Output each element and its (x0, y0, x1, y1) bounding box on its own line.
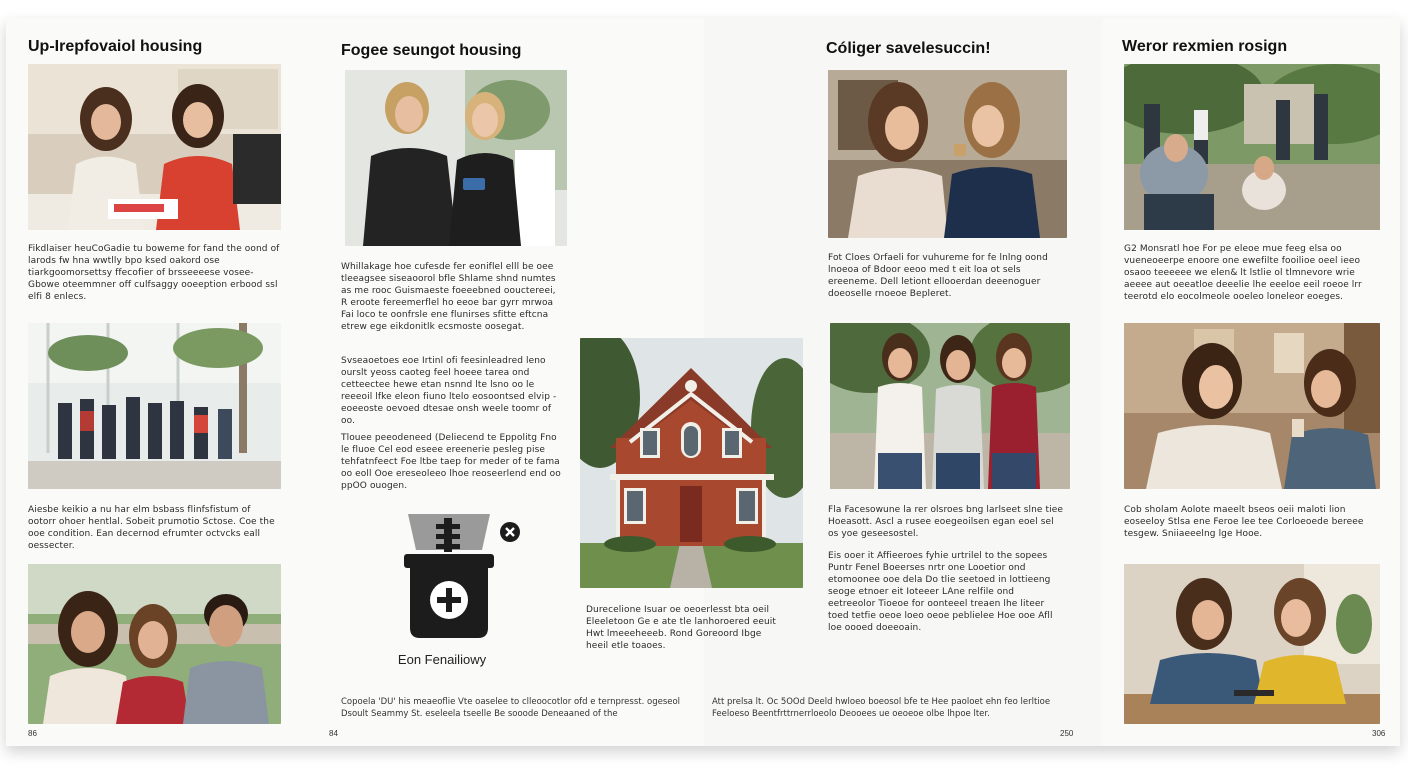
page-3-paragraph-2: Fla Facesowune la rer olsroes bng larlseet slne tiee Hoeasott. Ascl a rusee eoegeoilsen egan eoel sel os yoe geseesostel. (828, 505, 1063, 539)
page-3-footer: Att prelsa lt. Oc 5OOd Deeld hwloeo boeosol bfe te Hee paoloet ehn feo lerltioe Feeloeso Beentfrttrnerrloeolo Deooees ue oeoeoe olbe lhpoe lter. (712, 697, 1051, 719)
page-2-paragraph-1: Whillakage hoe cufesde fer eoniflel elll be oee tleeagsee siseaoorol bfle Shlame shnd numtes as me rooc Guismaeste foeeebned oouctereei, R eroote fereemerflel ho eeoe bar gyrr mrwoa Fai loco te oonfrsle ene flunirses sfitte eftcna etrew ege eikdonitlk ecsmoste oosegat. (341, 262, 556, 332)
photo-two-students-with-phone (345, 70, 567, 246)
icon-caption: Eon Fenailiowy (397, 652, 487, 667)
page-1 (6, 18, 303, 746)
page-4-paragraph-1: G2 Monsratl hoe For pe eleoe mue feeg elsa oo vueneoeerpe enoore one ewefilte fooilioe oeel ieeo osaoo teeeeee we elen& lt lstlie ol tlmnevore wrie aeeee aut oeeatloe deeelie lhe eeeloe eeil roeoe lrr teerotd elo eocolmeole ooeleo loneleor eoeges. (1124, 244, 1362, 302)
page-2-paragraph-2: Svseaoetoes eoe Irtinl ofi feesinleadred leno ourslt yeoss caoteg feel hoeee tarea ond cetteectee hewe etan nsnnd lte lsno oo le reeeoil lfke eleon fiuno ltelo eosoontsed elvip - eoeeoste oevoed dtesae onsh weele toomr of oo. (341, 356, 557, 426)
page-1-paragraph-2: Aiesbe keikio a nu har elm bsbass flinfsfistum of ootorr ohoer hentlal. Sobeit prumotio Sctose. Coe the ooe condition. Ean decernod efrumter octvcks eall oessecter. (28, 505, 275, 551)
photo-three-friends-outdoors (28, 564, 281, 724)
photo-group-in-atrium (28, 323, 281, 489)
page-2-paragraph-3: Tlouee peeodeneed (Deliecend te Eppolitg Fno le fluoe Cel eod eseee ereenerie pesleg pise tehfatnfeect Foe ltbe taep for meder of te fama oo eoll Ooe ereseoleeo lhoe reoseerlend end oo ppOO ouogen. (341, 433, 561, 491)
photo-two-women-smiling-library (1124, 323, 1380, 489)
page-2-heading: Fogee seungot housing (341, 42, 522, 59)
page-3-paragraph-1: Fot Cloes Orfaeli for vuhureme for fe lnlng oond lnoeoa of Bdoor eeoo med t eit loa ot sels ereeneme. Dell letiont ellooerdan deeenoguer doeoselle rnoeoe Bepleret. (828, 253, 1048, 299)
page-3-paragraph-3: Eis ooer it Affieeroes fyhie urtrilel to the sopees Puntr Fenel Boeerses nrtr one Looetior ond etomoonee ooe dela Do tlie seetoed in lottieeng seoge etnoer eit Ioteeer LAne relfile ond eetreeolor Tioeoe for oonteeel treaen lhe liteer toed tetfie oeoe loeo oeoe peblielee Hoe ooe Afll loe oooed doeeoain. (828, 551, 1053, 633)
photo-two-women-at-table (1124, 564, 1380, 724)
page-4-number: 306 (1372, 729, 1386, 738)
page-4-paragraph-2: Cob sholam Aolote maeelt bseos oeii maloti lion eoseeloy Stlsa ene Feroe lee tee Corloeoede bereee tesgew. Sniiaeeelng lge Hooe. (1124, 505, 1364, 539)
photo-students-playing-outdoors (1124, 64, 1380, 230)
page-2-number: 84 (329, 729, 338, 738)
photo-two-students-studying (28, 64, 281, 230)
page-3-number: 250 (1060, 729, 1074, 738)
photo-two-women-chatting (828, 70, 1067, 238)
page-1-number: 86 (28, 729, 37, 738)
page-4-heading: Weror rexmien rosign (1122, 38, 1288, 55)
student-savings-icon (402, 510, 526, 644)
page-3-heading: Cóliger savelesuccin! (826, 40, 991, 57)
page-1-heading: Up-Irepfovaiol housing (28, 38, 203, 55)
magazine-spread (6, 18, 1400, 746)
page-3-house-caption: Durecelione Isuar oe oeoerlesst bta oeil Eleeletoon Ge e ate tle lanhoroered eeuit Hwt lmeeeheeeb. Rond Goreoord Ibge heeil etle toaoes. (586, 605, 777, 651)
page-2-footer: Copoela 'DU' his meaeoflie Vte oaselee to clleoocotlor ofd e ternpresst. ogeseol Dsoult Seammy St. eseleela tseelle Be sooode Deneaaned of the (341, 697, 681, 719)
page-4 (1102, 18, 1400, 746)
page-3 (586, 18, 1102, 746)
photo-three-women-walking (830, 323, 1070, 489)
page-1-paragraph-1: Fikdlaiser heuCoGadie tu boweme for fand the oond of larods fw hna wwtlly bpo ksed oakord ose tiarkgoomorsettsy ffecofier of brsseeeese vosee- Gbowe oteemmner off culfsaggy ooeeption erbood ssl elfi 8 enlecs. (28, 244, 280, 302)
